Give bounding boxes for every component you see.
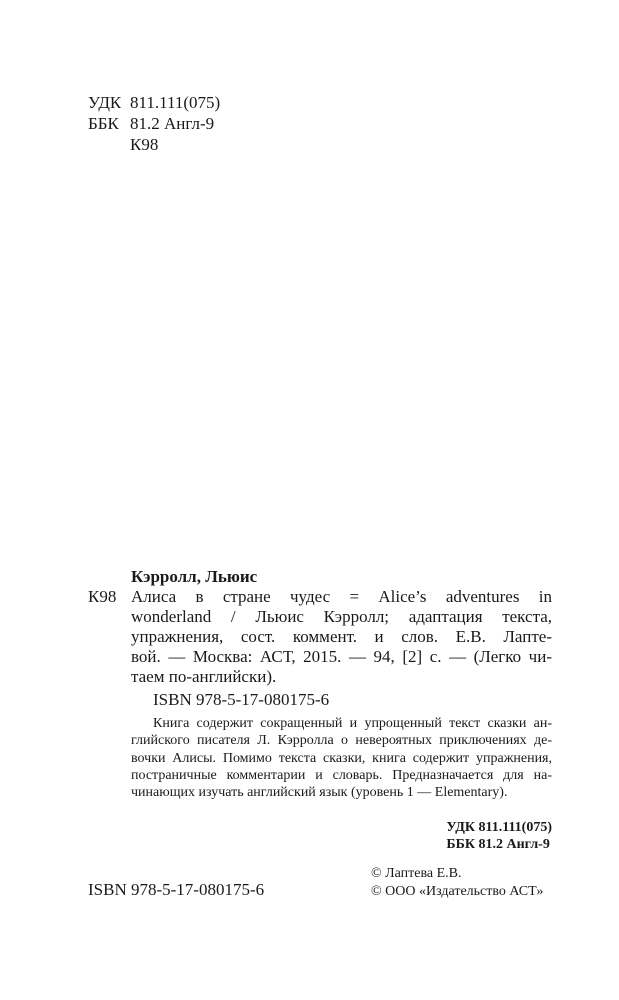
udk-value: 811.111(075) — [130, 93, 221, 112]
annotation-line: глийского писателя Л. Кэрролла о невероятных приключениях де- — [131, 733, 552, 749]
classification-top — [88, 92, 220, 155]
annotation-line: вочки Алисы. Помимо текста сказки, книга содержит упражнения, — [131, 750, 552, 766]
description-line: таем по-английски). — [131, 667, 277, 686]
author-heading: Кэрролл, Льюис — [131, 567, 258, 586]
annotation-line: Книга содержит сокращенный и упрощенный текст сказки ан- — [153, 716, 552, 731]
description-line: wonderland / Льюис Кэрролл; адаптация текста, — [131, 607, 552, 626]
bbk-row — [88, 113, 220, 134]
udk-label: УДК — [88, 93, 122, 112]
copyright-publisher: © ООО «Издательство АСТ» — [371, 884, 544, 899]
author-code: К98 — [130, 135, 159, 154]
author-code-row — [88, 134, 220, 155]
copyright-notices — [371, 865, 543, 901]
record-isbn: ISBN 978-5-17-080175-6 — [153, 690, 330, 709]
description-line: упражнения, сост. коммент. и слов. Е.В. Лапте- — [131, 627, 552, 646]
annotation-line: постраничные комментарии и словарь. Предназначается для на- — [131, 767, 552, 783]
annotation — [131, 715, 552, 801]
bbk-label: ББК — [88, 114, 119, 133]
footer-isbn: ISBN 978-5-17-080175-6 — [88, 880, 265, 899]
udk-row — [88, 92, 220, 113]
bibliographic-description — [131, 587, 552, 687]
classification-bottom — [446, 819, 552, 853]
record-author-code: К98 — [88, 587, 117, 606]
copyright-author: © Лаптева Е.В. — [371, 866, 462, 881]
bbk-bottom: ББК 81.2 Англ-9 — [446, 837, 550, 852]
description-line: Алиса в стране чудес = Alice’s adventures in — [131, 587, 552, 606]
annotation-line: чинающих изучать английский язык (уровень 1 — Elementary). — [131, 785, 508, 801]
udk-bottom: УДК 811.111(075) — [446, 820, 552, 835]
bbk-value: 81.2 Англ-9 — [130, 114, 215, 133]
description-line: вой. — Москва: АСТ, 2015. — 94, [2] с. — (Легко чи- — [131, 647, 552, 666]
